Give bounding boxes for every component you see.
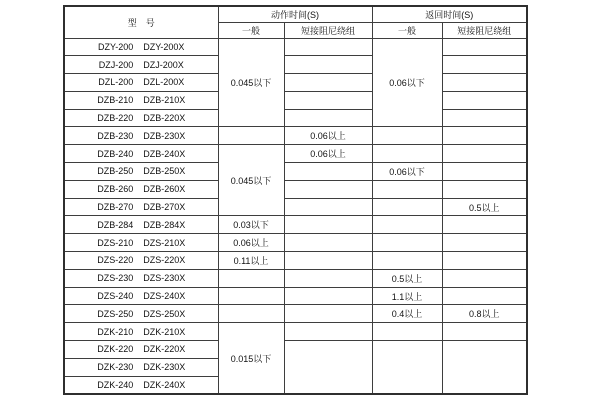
model-cell [64, 56, 218, 74]
table-row [64, 74, 527, 92]
model-pair [65, 149, 218, 159]
act-damp-cell [284, 252, 372, 270]
model-label: DZB-220 [97, 113, 134, 124]
act-damp-cell [284, 341, 372, 394]
act-damp-cell [284, 234, 372, 252]
ret-damp-cell [442, 127, 527, 145]
model-label: DZY-200X [143, 41, 185, 52]
ret-gen-cell [372, 180, 442, 198]
ret-gen-cell [372, 127, 442, 145]
model-label: DZB-284 [97, 219, 134, 230]
model-cell [64, 358, 218, 376]
model-label: DZB-240 [97, 148, 134, 159]
model-label: DZK-240 [97, 379, 134, 390]
ret-damp-cell [442, 287, 527, 305]
model-label: DZB-210 [97, 95, 134, 106]
ret-damp-cell [442, 252, 527, 270]
act-gen-cell [218, 305, 284, 323]
table-row [64, 163, 527, 181]
model-label: DZS-210 [97, 237, 134, 248]
ret-gen-cell [372, 252, 442, 270]
ret-gen-cell: 0.06以下 [372, 38, 442, 127]
act-damp-cell [284, 163, 372, 181]
ret-gen-cell [372, 341, 442, 394]
header-action-damping: 短接阻尼绕组 [284, 22, 372, 38]
act-damp-cell [284, 56, 372, 74]
model-pair [65, 309, 218, 319]
model-cell [64, 198, 218, 216]
header-return-general: 一般 [372, 22, 442, 38]
model-cell [64, 305, 218, 323]
model-label: DZK-230 [97, 362, 134, 373]
model-pair [65, 380, 218, 390]
model-label: DZK-240X [143, 379, 186, 390]
model-label: DZK-210 [97, 326, 134, 337]
ret-gen-cell: 0.06以下 [372, 163, 442, 181]
ret-gen-cell: 0.4以上 [372, 305, 442, 323]
table-row [64, 252, 527, 270]
model-pair [65, 202, 218, 212]
ret-damp-cell [442, 216, 527, 234]
model-cell [64, 376, 218, 394]
model-label: DZS-220 [97, 255, 134, 266]
act-gen-cell: 0.015以下 [218, 323, 284, 394]
ret-gen-cell [372, 216, 442, 234]
model-cell [64, 91, 218, 109]
ret-damp-cell [442, 145, 527, 163]
header-action-time: 动作时间(S) [218, 6, 372, 22]
act-gen-cell: 0.045以下 [218, 38, 284, 127]
model-pair [65, 77, 218, 87]
act-damp-cell [284, 287, 372, 305]
table-row [64, 109, 527, 127]
table-row [64, 38, 527, 56]
model-label: DZB-260X [143, 184, 186, 195]
model-label: DZB-240X [143, 148, 186, 159]
model-cell [64, 269, 218, 287]
act-damp-cell [284, 216, 372, 234]
ret-gen-cell [372, 323, 442, 341]
model-cell [64, 287, 218, 305]
act-gen-cell [218, 269, 284, 287]
model-cell [64, 341, 218, 359]
header-action-general: 一般 [218, 22, 284, 38]
model-label: DZJ-200X [143, 59, 184, 70]
model-label: DZB-270X [143, 202, 186, 213]
act-damp-cell [284, 38, 372, 56]
model-pair [65, 255, 218, 265]
model-label: DZB-220X [143, 113, 186, 124]
header-return-damping: 短接阻尼绕组 [442, 22, 527, 38]
act-damp-cell [284, 323, 372, 341]
ret-gen-cell [372, 234, 442, 252]
model-label: DZB-230X [143, 130, 186, 141]
model-label: DZS-230 [97, 273, 134, 284]
ret-damp-cell [442, 341, 527, 394]
table-row [64, 234, 527, 252]
model-pair [65, 220, 218, 230]
model-label: DZB-230 [97, 130, 134, 141]
model-label: DZS-250X [143, 308, 186, 319]
model-pair [65, 184, 218, 194]
model-label: DZS-250 [97, 308, 134, 319]
model-pair [65, 131, 218, 141]
act-damp-cell: 0.06以上 [284, 127, 372, 145]
model-cell [64, 163, 218, 181]
model-label: DZK-220X [143, 344, 186, 355]
model-label: DZL-200 [98, 77, 134, 88]
model-label: DZB-250 [97, 166, 134, 177]
ret-damp-cell [442, 38, 527, 56]
act-gen-cell [218, 287, 284, 305]
model-label: DZY-200 [98, 41, 134, 52]
table-row [64, 305, 527, 323]
model-label: DZB-260 [97, 184, 134, 195]
model-cell [64, 145, 218, 163]
table-header [64, 6, 527, 38]
table-body [64, 38, 527, 394]
model-label: DZS-240 [97, 291, 134, 302]
ret-damp-cell: 0.8以上 [442, 305, 527, 323]
ret-damp-cell [442, 234, 527, 252]
table-row [64, 198, 527, 216]
model-label: DZS-220X [143, 255, 186, 266]
model-label: DZK-210X [143, 326, 186, 337]
model-label: DZK-230X [143, 362, 186, 373]
ret-damp-cell [442, 109, 527, 127]
ret-damp-cell [442, 163, 527, 181]
table-row [64, 341, 527, 359]
act-damp-cell [284, 109, 372, 127]
table-row [64, 145, 527, 163]
act-damp-cell: 0.06以上 [284, 145, 372, 163]
ret-damp-cell [442, 91, 527, 109]
act-gen-cell [218, 127, 284, 145]
ret-damp-cell [442, 74, 527, 92]
act-gen-cell: 0.045以下 [218, 145, 284, 216]
model-label: DZK-220 [97, 344, 134, 355]
model-label: DZJ-200 [98, 59, 134, 70]
act-damp-cell [284, 269, 372, 287]
act-damp-cell [284, 91, 372, 109]
act-damp-cell [284, 180, 372, 198]
ret-gen-cell [372, 145, 442, 163]
model-pair [65, 238, 218, 248]
table-row [64, 127, 527, 145]
table-row [64, 216, 527, 234]
act-gen-cell: 0.11以上 [218, 252, 284, 270]
relay-spec-table [63, 5, 528, 395]
act-damp-cell [284, 198, 372, 216]
model-label: DZS-210X [143, 237, 186, 248]
model-label: DZB-270 [97, 202, 134, 213]
model-cell [64, 74, 218, 92]
model-cell [64, 252, 218, 270]
ret-damp-cell: 0.5以上 [442, 198, 527, 216]
model-cell [64, 234, 218, 252]
model-pair [65, 42, 218, 52]
model-pair [65, 362, 218, 372]
header-model: 型 号 [64, 6, 218, 38]
model-cell [64, 38, 218, 56]
ret-damp-cell [442, 180, 527, 198]
table-row [64, 323, 527, 341]
ret-gen-cell [372, 198, 442, 216]
model-cell [64, 216, 218, 234]
model-pair [65, 344, 218, 354]
ret-damp-cell [442, 323, 527, 341]
model-pair [65, 60, 218, 70]
table-row [64, 287, 527, 305]
act-gen-cell: 0.06以上 [218, 234, 284, 252]
ret-damp-cell [442, 269, 527, 287]
model-label: DZB-284X [143, 219, 186, 230]
table-row [64, 91, 527, 109]
spec-table-container [63, 5, 528, 395]
header-return-time: 返回时间(S) [372, 6, 527, 22]
model-cell [64, 109, 218, 127]
ret-gen-cell: 1.1以上 [372, 287, 442, 305]
ret-damp-cell [442, 56, 527, 74]
model-cell [64, 180, 218, 198]
table-row [64, 269, 527, 287]
model-label: DZS-240X [143, 291, 186, 302]
table-row [64, 180, 527, 198]
ret-gen-cell: 0.5以上 [372, 269, 442, 287]
model-label: DZB-210X [143, 95, 186, 106]
model-cell [64, 127, 218, 145]
model-label: DZB-250X [143, 166, 186, 177]
model-pair [65, 113, 218, 123]
model-cell [64, 323, 218, 341]
model-pair [65, 291, 218, 301]
act-gen-cell: 0.03以下 [218, 216, 284, 234]
act-damp-cell [284, 305, 372, 323]
model-pair [65, 273, 218, 283]
model-pair [65, 327, 218, 337]
model-label: DZS-230X [143, 273, 186, 284]
model-pair [65, 95, 218, 105]
header-row-groups [64, 6, 527, 22]
model-pair [65, 166, 218, 176]
model-label: DZL-200X [143, 77, 185, 88]
act-damp-cell [284, 74, 372, 92]
table-row [64, 56, 527, 74]
